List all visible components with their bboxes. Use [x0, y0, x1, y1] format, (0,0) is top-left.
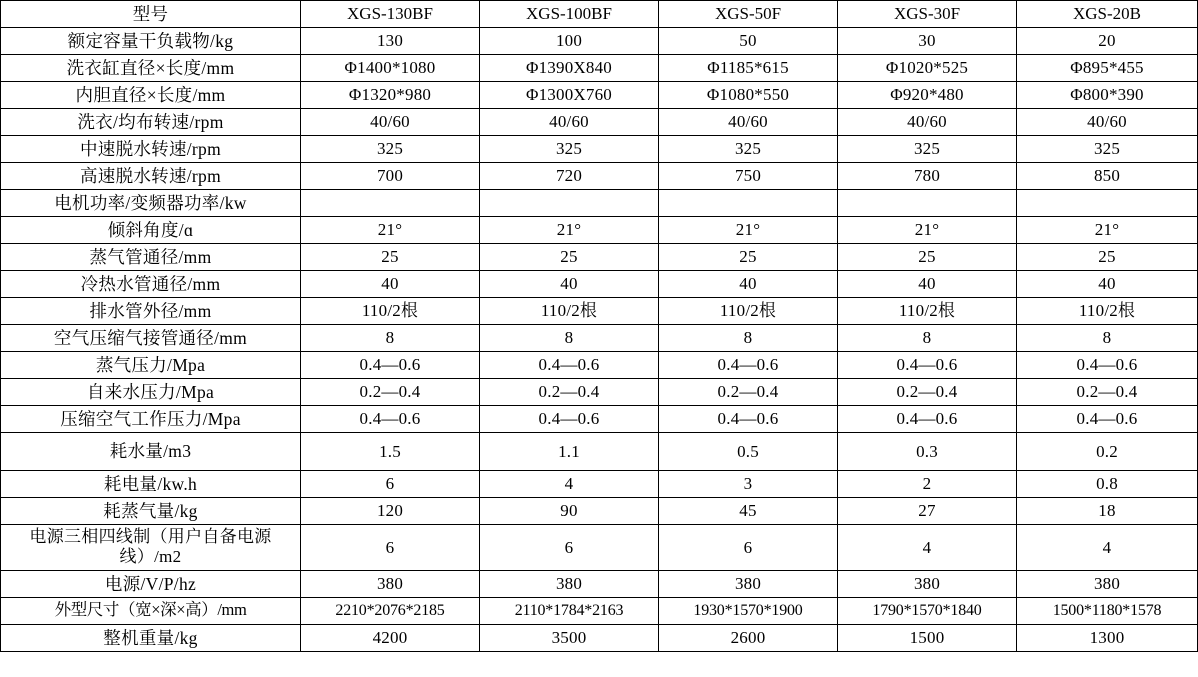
row-value: 110/2根	[301, 298, 480, 325]
row-value: 3	[659, 471, 838, 498]
row-label: 耗蒸气量/kg	[1, 498, 301, 525]
row-value: 380	[301, 570, 480, 597]
row-value: 1500*1180*1578	[1017, 597, 1198, 624]
table-row	[1, 379, 1198, 406]
row-value: 720	[480, 163, 659, 190]
row-value: 325	[1017, 136, 1198, 163]
row-value: 0.4—0.6	[301, 352, 480, 379]
table-row	[1, 406, 1198, 433]
row-value	[1017, 190, 1198, 217]
row-value: 25	[1017, 244, 1198, 271]
row-value: 0.4—0.6	[301, 406, 480, 433]
row-value: 25	[480, 244, 659, 271]
row-value: 8	[659, 325, 838, 352]
row-value: 120	[301, 498, 480, 525]
row-value	[480, 190, 659, 217]
table-row	[1, 109, 1198, 136]
row-value: 1790*1570*1840	[838, 597, 1017, 624]
row-value: 130	[301, 28, 480, 55]
table-header-row	[1, 1, 1198, 28]
row-value: 8	[838, 325, 1017, 352]
row-label: 自来水压力/Mpa	[1, 379, 301, 406]
row-value: 0.4—0.6	[480, 352, 659, 379]
row-value: 20	[1017, 28, 1198, 55]
table-row	[1, 597, 1198, 624]
row-value: 21°	[659, 217, 838, 244]
row-label: 外型尺寸（宽×深×高）/mm	[1, 597, 301, 624]
table-row	[1, 352, 1198, 379]
row-value: 0.4—0.6	[838, 406, 1017, 433]
row-value: 1.1	[480, 433, 659, 471]
row-value: 0.3	[838, 433, 1017, 471]
table-row	[1, 28, 1198, 55]
row-value: 30	[838, 28, 1017, 55]
header-cell-model-1: XGS-130BF	[301, 1, 480, 28]
row-value	[659, 190, 838, 217]
row-label: 洗衣缸直径×长度/mm	[1, 55, 301, 82]
row-value: 110/2根	[1017, 298, 1198, 325]
header-cell-model-2: XGS-100BF	[480, 1, 659, 28]
row-value: Φ800*390	[1017, 82, 1198, 109]
row-value: 25	[838, 244, 1017, 271]
table-row	[1, 190, 1198, 217]
row-label: 倾斜角度/ɑ	[1, 217, 301, 244]
row-value: 850	[1017, 163, 1198, 190]
row-value: Φ1300X760	[480, 82, 659, 109]
row-label: 整机重量/kg	[1, 624, 301, 651]
row-value: 0.8	[1017, 471, 1198, 498]
row-value: 0.4—0.6	[659, 406, 838, 433]
row-label: 额定容量干负载物/kg	[1, 28, 301, 55]
row-value: 21°	[480, 217, 659, 244]
row-value: 0.4—0.6	[480, 406, 659, 433]
row-value: 6	[480, 525, 659, 571]
row-value: 0.2—0.4	[659, 379, 838, 406]
table-row	[1, 498, 1198, 525]
header-cell-label: 型号	[1, 1, 301, 28]
header-cell-model-3: XGS-50F	[659, 1, 838, 28]
row-value: 0.4—0.6	[1017, 406, 1198, 433]
row-value: 0.2—0.4	[480, 379, 659, 406]
row-value: 4	[838, 525, 1017, 571]
row-value: 110/2根	[838, 298, 1017, 325]
row-value: 40/60	[659, 109, 838, 136]
row-value: 50	[659, 28, 838, 55]
row-value: 0.2	[1017, 433, 1198, 471]
row-value: 380	[659, 570, 838, 597]
row-value: 0.4—0.6	[1017, 352, 1198, 379]
row-value: 1.5	[301, 433, 480, 471]
row-value: 6	[301, 471, 480, 498]
row-label: 高速脱水转速/rpm	[1, 163, 301, 190]
table-row	[1, 525, 1198, 571]
table-row	[1, 55, 1198, 82]
row-value: 6	[659, 525, 838, 571]
row-label: 电源三相四线制（用户自备电源线）/m2	[1, 525, 301, 571]
row-value: 0.2—0.4	[301, 379, 480, 406]
row-value: 90	[480, 498, 659, 525]
row-value: 325	[480, 136, 659, 163]
row-label: 电源/V/P/hz	[1, 570, 301, 597]
row-value: 8	[1017, 325, 1198, 352]
row-value: 1300	[1017, 624, 1198, 651]
row-value: 25	[301, 244, 480, 271]
row-value: 1500	[838, 624, 1017, 651]
row-value	[838, 190, 1017, 217]
row-value: 6	[301, 525, 480, 571]
row-value: 40/60	[480, 109, 659, 136]
row-value: 40	[1017, 271, 1198, 298]
row-value: 0.4—0.6	[838, 352, 1017, 379]
row-value: 40	[301, 271, 480, 298]
row-label: 蒸气压力/Mpa	[1, 352, 301, 379]
row-value: 2	[838, 471, 1017, 498]
row-value: 2110*1784*2163	[480, 597, 659, 624]
row-label: 耗电量/kw.h	[1, 471, 301, 498]
row-value: Φ1020*525	[838, 55, 1017, 82]
row-label: 蒸气管通径/mm	[1, 244, 301, 271]
row-value	[301, 190, 480, 217]
row-value: 780	[838, 163, 1017, 190]
row-value: 8	[480, 325, 659, 352]
table-row	[1, 163, 1198, 190]
table-body	[1, 28, 1198, 652]
row-value: Φ920*480	[838, 82, 1017, 109]
row-value: 325	[659, 136, 838, 163]
table-row	[1, 298, 1198, 325]
row-value: 4200	[301, 624, 480, 651]
row-value: 380	[1017, 570, 1198, 597]
table-row	[1, 624, 1198, 651]
table-row	[1, 82, 1198, 109]
row-label: 压缩空气工作压力/Mpa	[1, 406, 301, 433]
row-label: 洗衣/均布转速/rpm	[1, 109, 301, 136]
row-value: 21°	[838, 217, 1017, 244]
row-label: 冷热水管通径/mm	[1, 271, 301, 298]
row-value: 0.5	[659, 433, 838, 471]
row-label: 耗水量/m3	[1, 433, 301, 471]
row-value: Φ1390X840	[480, 55, 659, 82]
row-value: 100	[480, 28, 659, 55]
row-value: 380	[838, 570, 1017, 597]
row-value: Φ1400*1080	[301, 55, 480, 82]
row-value: 27	[838, 498, 1017, 525]
row-label: 内胆直径×长度/mm	[1, 82, 301, 109]
row-value: 1930*1570*1900	[659, 597, 838, 624]
table-row	[1, 217, 1198, 244]
table-row	[1, 325, 1198, 352]
table-row	[1, 271, 1198, 298]
row-value: 110/2根	[480, 298, 659, 325]
row-value: Φ1080*550	[659, 82, 838, 109]
header-cell-model-4: XGS-30F	[838, 1, 1017, 28]
row-value: Φ895*455	[1017, 55, 1198, 82]
row-value: 40	[838, 271, 1017, 298]
row-value: 2600	[659, 624, 838, 651]
table-row	[1, 471, 1198, 498]
row-value: 0.2—0.4	[838, 379, 1017, 406]
row-value: 40/60	[301, 109, 480, 136]
row-value: 0.4—0.6	[659, 352, 838, 379]
row-value: 2210*2076*2185	[301, 597, 480, 624]
row-label: 电机功率/变频器功率/kw	[1, 190, 301, 217]
row-value: 750	[659, 163, 838, 190]
header-cell-model-5: XGS-20B	[1017, 1, 1198, 28]
row-value: 8	[301, 325, 480, 352]
row-value: 21°	[1017, 217, 1198, 244]
row-value: 40/60	[1017, 109, 1198, 136]
row-value: 40	[480, 271, 659, 298]
row-label: 空气压缩气接管通径/mm	[1, 325, 301, 352]
table-row	[1, 433, 1198, 471]
row-value: 21°	[301, 217, 480, 244]
row-value: 0.2—0.4	[1017, 379, 1198, 406]
row-value: 380	[480, 570, 659, 597]
row-value: 25	[659, 244, 838, 271]
row-value: 45	[659, 498, 838, 525]
table-row	[1, 570, 1198, 597]
row-value: 18	[1017, 498, 1198, 525]
row-value: 325	[838, 136, 1017, 163]
row-value: 325	[301, 136, 480, 163]
row-value: 110/2根	[659, 298, 838, 325]
row-value: Φ1320*980	[301, 82, 480, 109]
row-value: Φ1185*615	[659, 55, 838, 82]
row-value: 3500	[480, 624, 659, 651]
row-label: 排水管外径/mm	[1, 298, 301, 325]
row-value: 40	[659, 271, 838, 298]
row-value: 4	[480, 471, 659, 498]
row-value: 700	[301, 163, 480, 190]
row-value: 4	[1017, 525, 1198, 571]
table-row	[1, 244, 1198, 271]
table-row	[1, 136, 1198, 163]
row-value: 40/60	[838, 109, 1017, 136]
row-label: 中速脱水转速/rpm	[1, 136, 301, 163]
